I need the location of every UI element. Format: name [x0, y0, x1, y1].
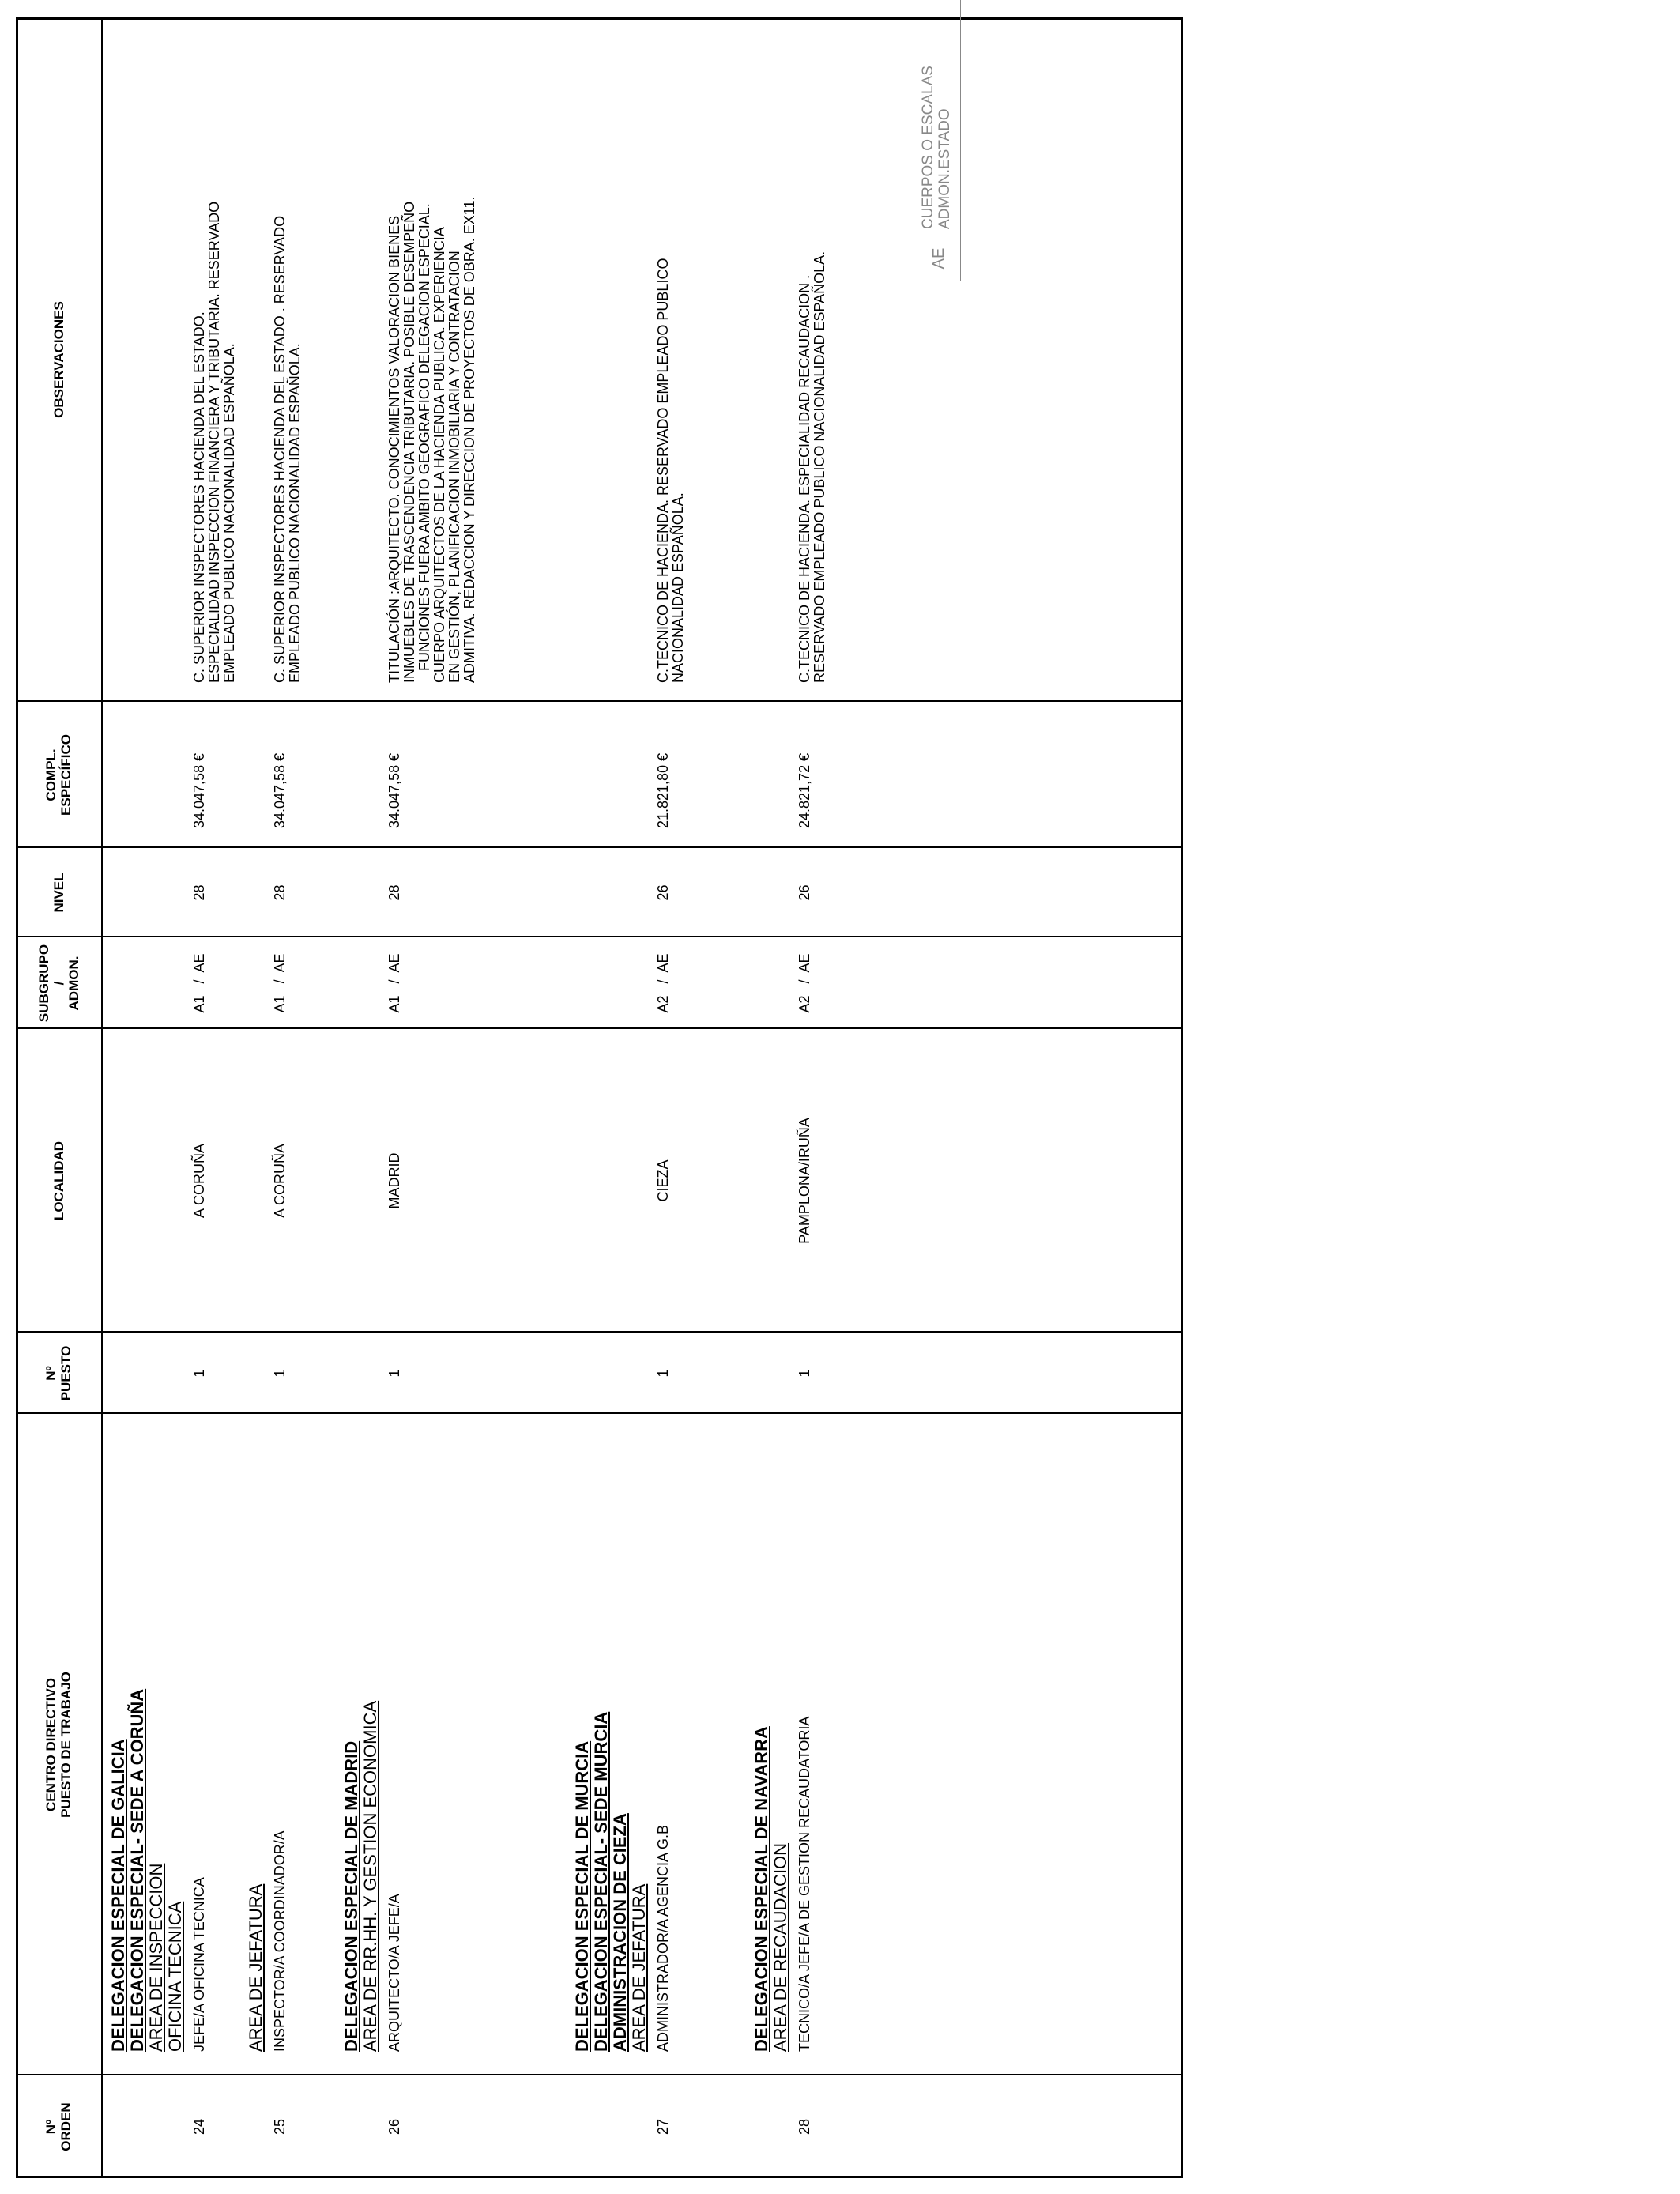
row-orden: 26: [386, 2118, 402, 2136]
row-num-puesto: 1: [386, 1369, 402, 1378]
header-localidad: LOCALIDAD: [51, 1140, 66, 1221]
row-nivel: 28: [191, 884, 207, 901]
row-nivel: 26: [797, 884, 812, 901]
header-centro: CENTRO DIRECTIVO PUESTO DE TRABAJO: [43, 1672, 73, 1818]
row-obs-line: TITULACIÓN :ARQUITECTO. CONOCIMIENTOS VALORACION BIENES: [386, 215, 402, 683]
row-compl: 21.821,80 €: [655, 752, 671, 828]
row-orden: 24: [191, 2118, 207, 2136]
header-orden: Nº ORDEN: [43, 2102, 73, 2151]
row-compl: 34.047,58 €: [191, 752, 207, 828]
row-puesto-trabajo: JEFE/A OFICINA TECNICA: [191, 1877, 207, 2052]
section-heading: DELEGACION ESPECIAL DE MADRID: [341, 1740, 361, 2052]
row-orden: 25: [272, 2118, 288, 2136]
section-heading: ADMINISTRACION DE CIEZA: [610, 1813, 630, 2052]
row-subgrupo: A1 / AE: [386, 953, 402, 1013]
row-subgrupo: A2 / AE: [655, 953, 671, 1013]
section-heading: DELEGACION ESPECIAL DE NAVARRA: [751, 1726, 771, 2052]
section-heading: DELEGACION ESPECIAL DE GALICIA: [108, 1739, 128, 2052]
unit-heading: AREA DE JEFATURA: [246, 1883, 266, 2052]
row-obs-line: ESPECIALIDAD INSPECCION FINANCIERA Y TRIBUTARIA. RESERVADO: [206, 201, 222, 683]
header-divider: [101, 17, 103, 2178]
row-obs-line: INMUEBLES DE TRASCENDENCIA TRIBUTARIA. POSIBLE DESEMPEÑO: [401, 201, 417, 683]
column-divider: [16, 700, 1183, 702]
column-divider: [16, 846, 1183, 848]
row-obs-line: C.TECNICO DE HACIENDA. ESPECIALIDAD RECAUDACION .: [797, 274, 812, 683]
row-obs-line: FUNCIONES FUERA AMBITO GEOGRAFICO DELEGACION ESPECIAL.: [416, 203, 432, 671]
row-puesto-trabajo: ARQUITECTO/A JEFE/A: [386, 1894, 402, 2052]
header-nivel: NIVEL: [51, 873, 66, 913]
row-num-puesto: 1: [655, 1369, 671, 1378]
legend-line: ADMON.ESTADO: [936, 108, 953, 229]
legend-line: CUERPOS O ESCALAS: [920, 66, 936, 229]
section-heading: DELEGACION ESPECIAL- SEDE A CORUÑA: [127, 1688, 147, 2052]
header-puesto: Nº PUESTO: [43, 1345, 73, 1401]
row-subgrupo: A1 / AE: [191, 953, 207, 1013]
row-puesto-trabajo: ADMINISTRADOR/A AGENCIA G.B: [655, 1824, 671, 2052]
header-subgrupo: SUBGRUPO / ADMON.: [36, 944, 81, 1023]
column-divider: [16, 1027, 1183, 1029]
row-localidad: MADRID: [386, 1152, 402, 1209]
row-localidad: PAMPLONA/IRUÑA: [797, 1118, 812, 1244]
unit-heading: AREA DE RECAUDACION: [770, 1842, 790, 2052]
row-compl: 24.821,72 €: [797, 752, 812, 828]
row-compl: 34.047,58 €: [272, 752, 288, 828]
column-divider: [16, 936, 1183, 937]
row-obs-line: NACIONALIDAD ESPAÑOLA.: [670, 492, 686, 683]
column-divider: [16, 1331, 1183, 1333]
row-obs-line: EMPLEADO PUBLICO NACIONALIDAD ESPAÑOLA.: [221, 343, 237, 683]
legend-code: AE: [917, 236, 960, 281]
section-heading: DELEGACION ESPECIAL- SEDE MURCIA: [591, 1711, 611, 2052]
row-subgrupo: A2 / AE: [797, 953, 812, 1013]
row-localidad: A CORUÑA: [272, 1143, 288, 1219]
header-compl: COMPL. ESPECÍFICO: [43, 734, 73, 816]
row-obs-line: ADMITIVA. REDACCION Y DIRECCION DE PROYECTOS DE OBRA. EX11.: [461, 196, 477, 683]
row-num-puesto: 1: [191, 1369, 207, 1378]
row-obs-line: RESERVADO EMPLEADO PUBLICO NACIONALIDAD ESPAÑOLA.: [812, 251, 827, 683]
row-obs-line: C. SUPERIOR INSPECTORES HACIENDA DEL ESTADO . RESERVADO: [272, 215, 288, 683]
row-num-puesto: 1: [272, 1369, 288, 1378]
column-divider: [16, 1412, 1183, 1414]
row-orden: 27: [655, 2118, 671, 2136]
row-localidad: A CORUÑA: [191, 1143, 207, 1219]
row-obs-line: C. SUPERIOR INSPECTORES HACIENDA DEL ESTADO.: [191, 311, 207, 683]
unit-heading: OFICINA TECNICA: [165, 1901, 185, 2052]
row-nivel: 28: [386, 884, 402, 901]
legend-box: [917, 0, 961, 281]
row-num-puesto: 1: [797, 1369, 812, 1378]
row-orden: 28: [797, 2118, 812, 2136]
header-observaciones: OBSERVACIONES: [51, 301, 66, 418]
row-obs-line: CUERPO ARQUITECTOS DE LA HACIENDA PUBLICA. EXPERIENCIA: [431, 227, 447, 683]
row-puesto-trabajo: TECNICO/A JEFE/A DE GESTION RECAUDATORIA: [797, 1716, 812, 2052]
row-compl: 34.047,58 €: [386, 752, 402, 828]
row-nivel: 26: [655, 884, 671, 901]
unit-heading: AREA DE RR.HH. Y GESTION ECONOMICA: [360, 1700, 380, 2052]
row-obs-line: EMPLEADO PUBLICO NACIONALIDAD ESPAÑOLA.: [287, 343, 303, 683]
row-nivel: 28: [272, 884, 288, 901]
row-obs-line: EN GESTIÓN, PLANIFICACION INMOBILIARIA Y CONTRATACION: [446, 251, 462, 683]
legend-description: [917, 59, 960, 236]
column-divider: [16, 2074, 1183, 2075]
row-localidad: CIEZA: [655, 1159, 671, 1202]
row-puesto-trabajo: INSPECTOR/A COORDINADOR/A: [272, 1830, 288, 2052]
unit-heading: AREA DE INSPECCION: [146, 1863, 166, 2052]
row-subgrupo: A1 / AE: [272, 953, 288, 1013]
unit-heading: AREA DE JEFATURA: [629, 1883, 649, 2052]
section-heading: DELEGACION ESPECIAL DE MURCIA: [572, 1740, 592, 2052]
row-obs-line: C.TECNICO DE HACIENDA. RESERVADO EMPLEADO PUBLICO: [655, 258, 671, 683]
